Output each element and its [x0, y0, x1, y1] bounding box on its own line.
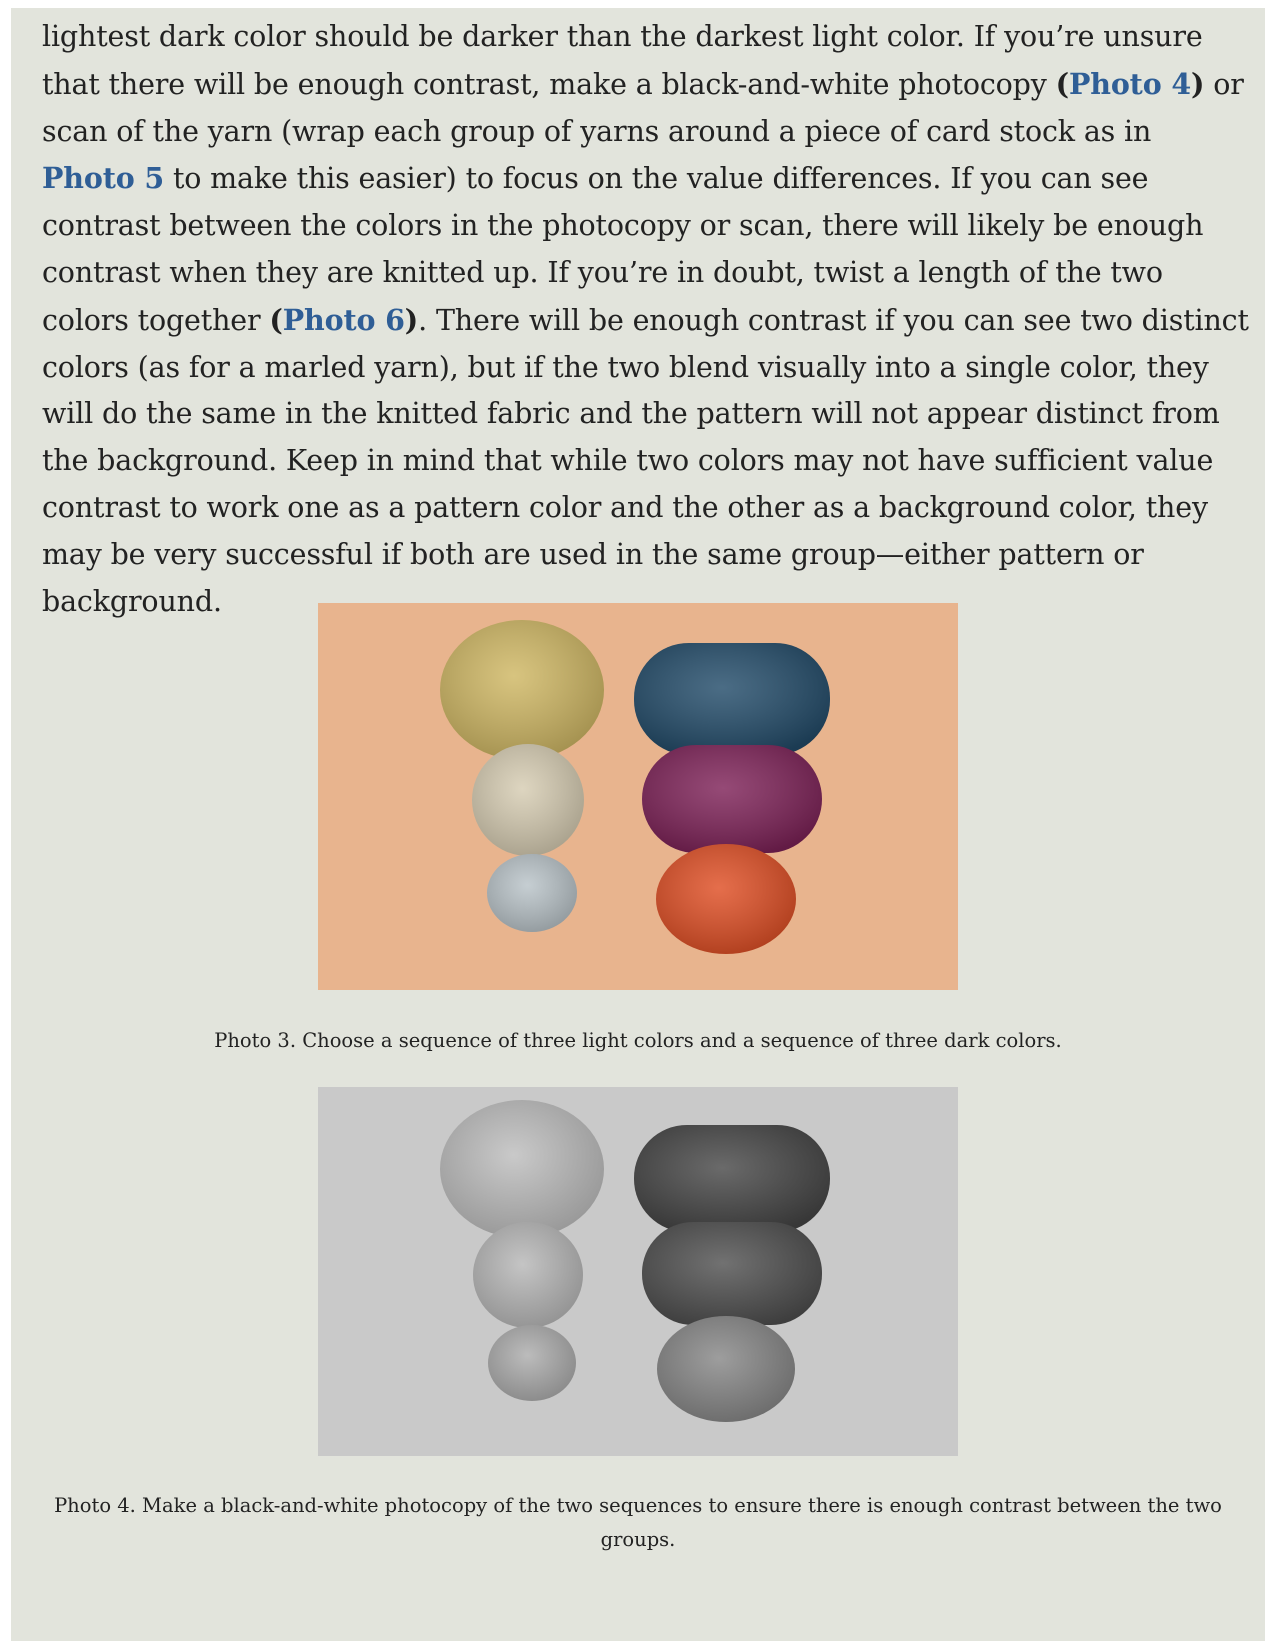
- body-paragraph: [42, 14, 1252, 625]
- yarn-shade: [656, 844, 796, 954]
- yarn-photo-color-image: [318, 603, 958, 990]
- photo-4-caption: Photo 4. Make a black-and-white photocopy of the two sequences to ensure there is enough contrast between the two groups.: [54, 1494, 1222, 1551]
- yarn-shade: [642, 1222, 822, 1325]
- document-page: [11, 8, 1265, 1641]
- photo-3-caption: Photo 3. Choose a sequence of three light colors and a sequence of three dark colors.: [214, 1029, 1062, 1052]
- paren-close: ): [404, 302, 419, 337]
- paren-open: (: [269, 302, 283, 337]
- yarn-photo-bw-image: [318, 1087, 958, 1456]
- photo-4-yarn-bw: [318, 1087, 958, 1456]
- yarn-shade: [440, 1100, 604, 1238]
- yarn-shade: [472, 744, 584, 856]
- paren-close: ): [1191, 66, 1205, 101]
- photo-4-link[interactable]: Photo 4: [1068, 66, 1192, 101]
- paragraph-text: . There will be enough contrast if you can see two distinct colors (as for a marled yarn), but if the two blend visually into a single color, they will do the same in the knitted fabric and the pattern will not appear distinct from the background. Keep in mind that while two colors may not have sufficient value contrast to work one as a pattern color and the other as a background color, they may be very successful if both are used in the same group—either pattern or background.: [42, 303, 1249, 618]
- photo-background: [318, 1087, 958, 1456]
- paragraph-text: or scan of the yarn (wrap each group of yarns around a piece of card stock as in: [42, 67, 1244, 148]
- yarn-shade: [634, 643, 830, 755]
- photo-background: [318, 603, 958, 990]
- yarn-shade: [440, 620, 604, 760]
- yarn-shade: [473, 1222, 583, 1328]
- paragraph-text: to make this easier) to focus on the value differences. If you can see contrast between the colors in the photocopy or scan, there will likely be enough contrast when they are knitted up. If you’re in doubt, twist a length of the two colors together: [42, 162, 1204, 337]
- yarn-shade: [488, 1325, 576, 1401]
- paren-open: (: [1055, 66, 1069, 101]
- yarn-shade: [642, 745, 822, 853]
- yarn-shade: [634, 1125, 830, 1232]
- photo-5-link[interactable]: Photo 5: [42, 161, 165, 196]
- paragraph-text: lightest dark color should be darker than the darkest light color. If you’re unsure that there will be enough contrast, make a black-and-white photocopy: [42, 20, 1203, 101]
- photo-3-yarn-color: [318, 603, 958, 990]
- yarn-shade: [487, 854, 577, 932]
- yarn-shade: [657, 1316, 795, 1422]
- photo-6-link[interactable]: Photo 6: [282, 302, 405, 337]
